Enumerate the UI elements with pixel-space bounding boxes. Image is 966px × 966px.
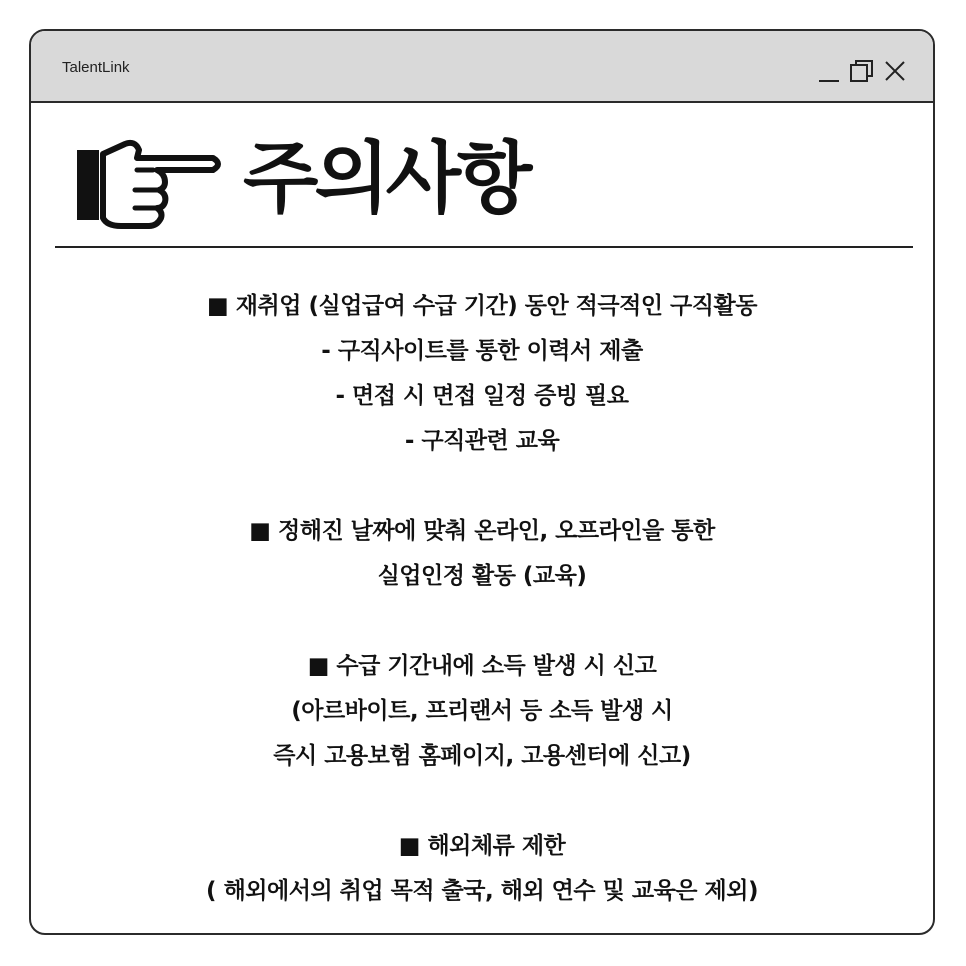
notice-item-job-search [31, 284, 933, 464]
notice-line: (아르바이트, 프리랜서 등 소득 발생 시 [291, 698, 673, 724]
restore-icon[interactable] [849, 59, 875, 83]
notice-line: - 구직사이트를 통한 이력서 제출 [321, 338, 643, 364]
page-title: 주의사항 [243, 134, 529, 224]
window-title: TalentLink [62, 59, 130, 76]
notice-line: - 면접 시 면접 일정 증빙 필요 [335, 383, 629, 409]
app-window [29, 29, 935, 935]
notice-line: ( 해외에서의 취업 목적 출국, 해외 연수 및 교육은 제외) [206, 878, 758, 904]
notice-line: - 구직관련 교육 [404, 428, 560, 454]
close-icon[interactable] [883, 59, 907, 83]
notice-heading: ■ 해외체류 제한 [398, 833, 566, 859]
notice-heading: ■ 재취업 (실업급여 수급 기간) 동안 적극적인 구직활동 [207, 293, 757, 319]
minimize-icon[interactable] [817, 59, 841, 83]
notice-line: 즉시 고용보험 홈페이지, 고용센터에 신고) [273, 743, 691, 769]
notice-heading: ■ 정해진 날짜에 맞춰 온라인, 오프라인을 통한 [249, 518, 715, 544]
title-bar [31, 31, 933, 103]
notice-line: 실업인정 활동 (교육) [377, 563, 587, 589]
window-controls [817, 57, 907, 83]
notice-heading: ■ 수급 기간내에 소득 발생 시 신고 [307, 653, 657, 679]
notice-item-income-report [31, 644, 933, 779]
notice-header [73, 136, 573, 236]
notice-item-overseas-stay [31, 824, 933, 914]
divider [55, 246, 913, 248]
notice-item-certification [31, 509, 933, 599]
notice-list [31, 284, 933, 914]
pointing-hand-icon [73, 136, 225, 236]
